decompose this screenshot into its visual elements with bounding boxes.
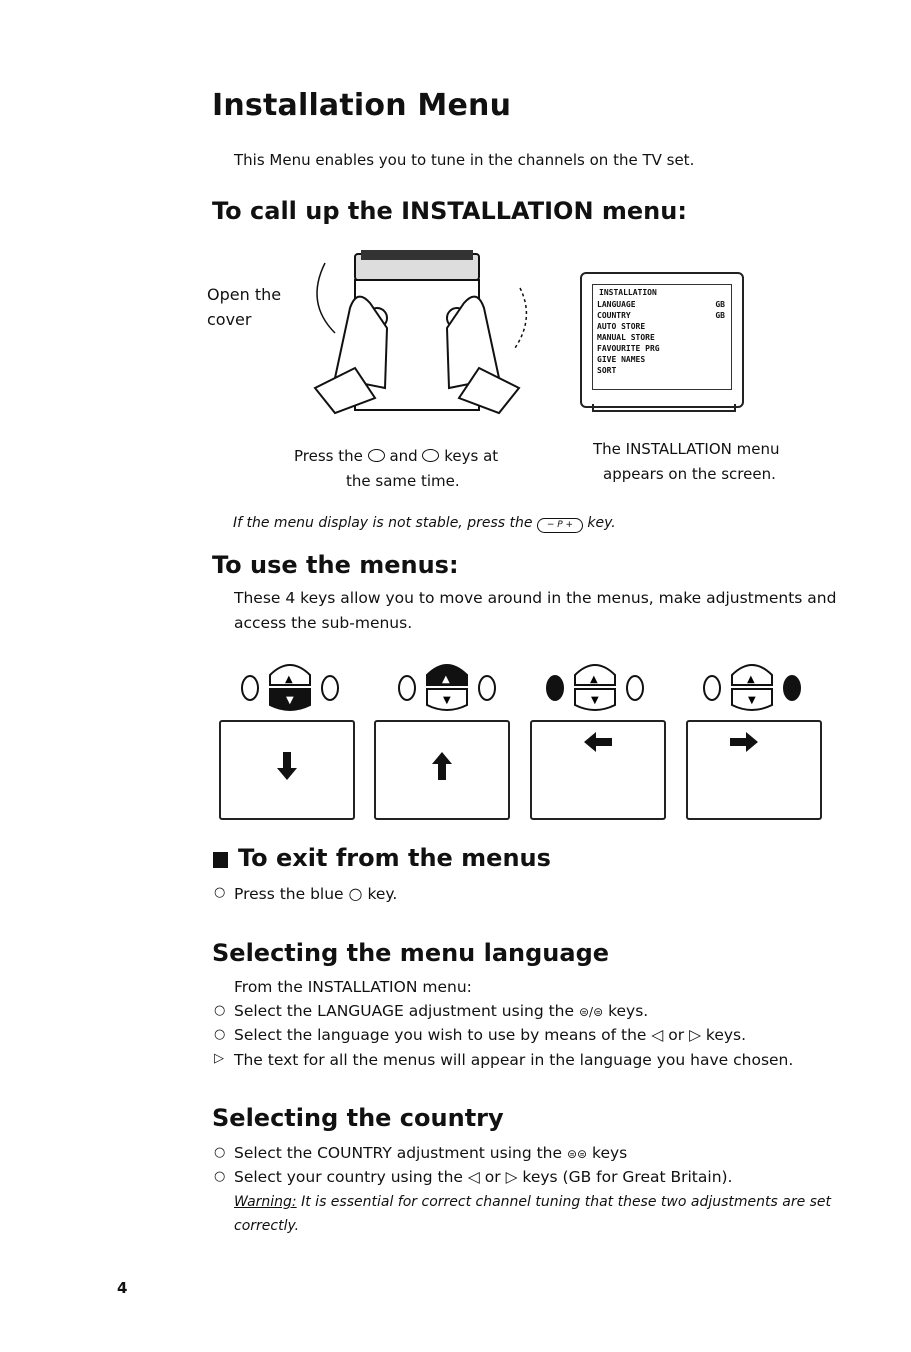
stability-note: If the menu display is not stable, press the − P + key. [233, 515, 616, 531]
tv-box-up [374, 720, 510, 820]
bullet-icon: ○ [214, 1145, 226, 1160]
svg-text:▼: ▼ [443, 695, 451, 706]
language-heading: Selecting the menu language [212, 939, 610, 967]
country-step2: Select your country using the ◁ or ▷ keys (GB for Great Britain). [234, 1168, 733, 1186]
press-keys-line1: Press the and keys at [294, 447, 499, 465]
nav-keypad-up [397, 655, 497, 715]
arrow-down-icon [277, 752, 297, 782]
open-cover-line2: cover [207, 310, 252, 329]
tv-box-down [219, 720, 355, 820]
up-down-keys-icon: ⊜⊜ [566, 1147, 588, 1161]
svg-text:▲: ▲ [590, 674, 598, 685]
section-marker [213, 852, 228, 868]
open-cover-illustration [295, 248, 535, 418]
tv-stand [592, 404, 736, 412]
press-keys-line2: the same time. [346, 472, 460, 490]
bullet-icon: ○ [214, 885, 226, 900]
up-down-keys-icon: ⊜/⊜ [578, 1005, 604, 1019]
menu-key-icon [368, 449, 385, 462]
arrow-right-icon [730, 732, 760, 752]
svg-text:▲: ▲ [285, 674, 293, 685]
use-menus-desc-line1: These 4 keys allow you to move around in the menus, make adjustments and [234, 589, 837, 607]
screen-menu-list [597, 299, 725, 376]
language-step2: Select the language you wish to use by means of the ◁ or ▷ keys. [234, 1026, 747, 1044]
left-key-icon: ◁ [467, 1168, 480, 1186]
svg-text:▲: ▲ [442, 674, 450, 685]
svg-text:▲: ▲ [747, 674, 755, 685]
screen-menu-item: COUNTRY GB [597, 311, 725, 320]
left-key-icon: ◁ [651, 1026, 664, 1044]
nav-keypad-left [545, 655, 645, 715]
menu-appears-line2: appears on the screen. [603, 465, 776, 483]
right-key-icon: ▷ [689, 1026, 701, 1044]
screen-menu-item: SORT [597, 366, 617, 375]
menu-appears-line1: The INSTALLATION menu [593, 440, 780, 458]
nav-keypad-right [702, 655, 802, 715]
bullet-icon: ○ [214, 1003, 226, 1018]
country-heading: Selecting the country [212, 1104, 504, 1132]
use-menus-heading: To use the menus: [212, 551, 459, 579]
language-step1: Select the LANGUAGE adjustment using the ⊜/⊜ keys. [234, 1002, 649, 1020]
program-key-icon: − P + [537, 518, 583, 533]
open-cover-line1: Open the [207, 285, 282, 304]
circle-key-icon: ○ [348, 884, 363, 903]
language-result: The text for all the menus will appear in the language you have chosen. [234, 1051, 794, 1069]
svg-text:▼: ▼ [748, 695, 756, 706]
screen-menu-item: GIVE NAMES [597, 355, 646, 364]
tv-box-right [686, 720, 822, 820]
page-number: 4 [117, 1279, 128, 1297]
bullet-icon: ○ [214, 1169, 226, 1184]
country-step1: Select the COUNTRY adjustment using the ⊜⊜ keys [234, 1144, 628, 1162]
country-warning: Warning: It is essential for correct channel tuning that these two adjustments are set [234, 1194, 832, 1210]
menu-key-icon [422, 449, 439, 462]
screen-menu-item: MANUAL STORE [597, 333, 655, 342]
exit-heading: To exit from the menus [238, 844, 551, 872]
call-up-heading: To call up the INSTALLATION menu: [212, 197, 687, 225]
exit-step: Press the blue ○ key. [234, 884, 398, 903]
arrow-left-icon [584, 732, 614, 752]
svg-text:▼: ▼ [286, 695, 294, 706]
language-from: From the INSTALLATION menu: [234, 978, 472, 996]
result-bullet-icon: ▷ [214, 1051, 224, 1066]
screen-menu-item: LANGUAGE GB [597, 300, 725, 309]
nav-keypad-down [240, 655, 340, 715]
right-key-icon: ▷ [505, 1168, 518, 1186]
screen-menu-title: INSTALLATION [599, 288, 657, 297]
arrow-up-icon [432, 752, 452, 782]
tv-screen [580, 272, 744, 408]
intro-text: This Menu enables you to tune in the channels on the TV set. [234, 151, 695, 169]
tv-box-left [530, 720, 666, 820]
page-title: Installation Menu [212, 88, 512, 123]
screen-menu-item: FAVOURITE PRG [597, 344, 660, 353]
bullet-icon: ○ [214, 1027, 226, 1042]
screen-menu-item: AUTO STORE [597, 322, 646, 331]
svg-text:▼: ▼ [591, 695, 599, 706]
use-menus-desc-line2: access the sub-menus. [234, 614, 413, 632]
country-warning-line2: correctly. [234, 1218, 300, 1234]
